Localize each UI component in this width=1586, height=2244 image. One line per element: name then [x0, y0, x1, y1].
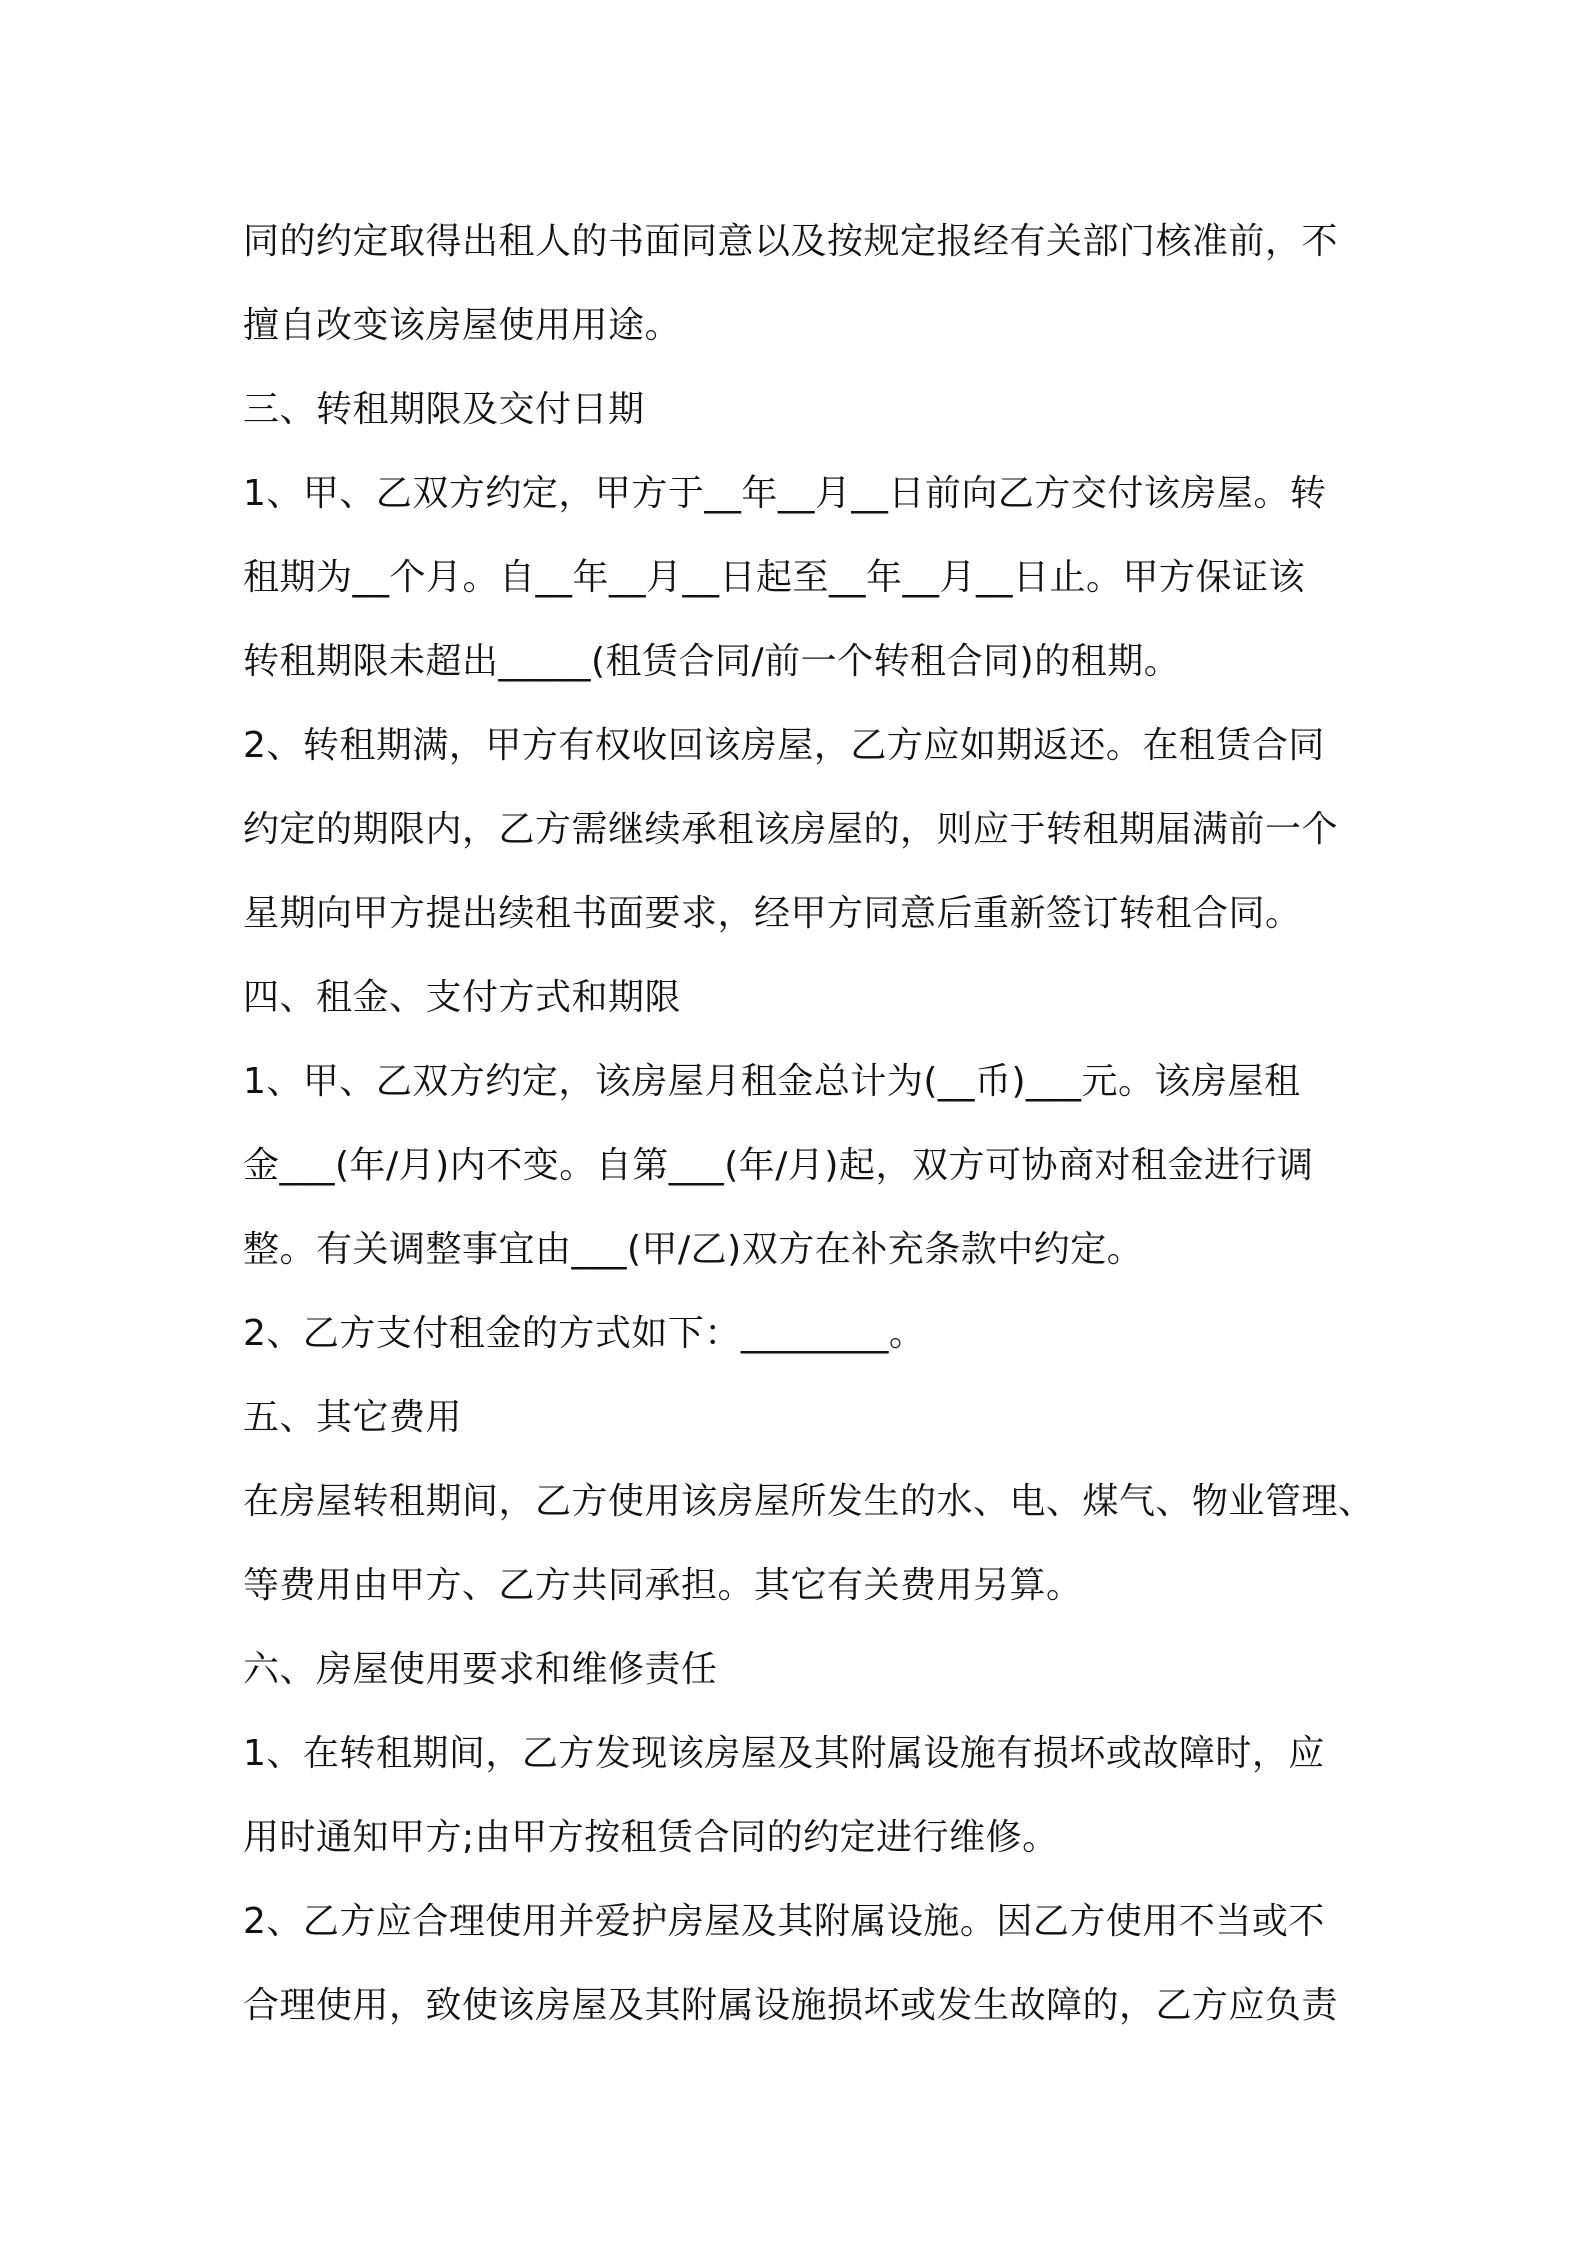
document-body — [243, 200, 1375, 2048]
text-line: 约定的期限内，乙方需继续承租该房屋的，则应于转租期届满前一个 — [243, 809, 1339, 850]
text-line: 同的约定取得出租人的书面同意以及按规定报经有关部门核准前，不 — [243, 221, 1339, 262]
text-line: 2、乙方应合理使用并爱护房屋及其附属设施。因乙方使用不当或不 — [243, 1901, 1325, 1942]
text-line: 2、转租期满，甲方有权收回该房屋，乙方应如期返还。在租赁合同 — [243, 725, 1325, 766]
text-line: 星期向甲方提出续租书面要求，经甲方同意后重新签订转租合同。 — [243, 893, 1302, 934]
text-line: 租期为__个月。自__年__月__日起至__年__月__日止。甲方保证该 — [243, 557, 1306, 598]
text-line: 擅自改变该房屋使用用途。 — [243, 305, 682, 346]
text-line: 整。有关调整事宜由___(甲/乙)双方在补充条款中约定。 — [243, 1229, 1144, 1270]
text-line: 金___(年/月)内不变。自第___(年/月)起，双方可协商对租金进行调 — [243, 1145, 1314, 1186]
section-heading-5: 五、其它费用 — [243, 1397, 463, 1438]
text-line: 2、乙方支付租金的方式如下：________。 — [243, 1313, 926, 1354]
section-heading-4: 四、租金、支付方式和期限 — [243, 977, 682, 1018]
text-line: 1、甲、乙双方约定，该房屋月租金总计为(__币)___元。该房屋租 — [243, 1061, 1301, 1102]
text-line: 用时通知甲方;由甲方按租赁合同的约定进行维修。 — [243, 1817, 1059, 1858]
section-heading-6: 六、房屋使用要求和维修责任 — [243, 1649, 718, 1690]
text-line: 转租期限未超出_____(租赁合同/前一个转租合同)的租期。 — [243, 641, 1181, 682]
text-line: 1、甲、乙双方约定，甲方于__年__月__日前向乙方交付该房屋。转 — [243, 473, 1327, 514]
text-line: 在房屋转租期间，乙方使用该房屋所发生的水、电、煤气、物业管理、 — [243, 1481, 1375, 1522]
section-heading-3: 三、转租期限及交付日期 — [243, 389, 645, 430]
text-line: 1、在转租期间，乙方发现该房屋及其附属设施有损坏或故障时，应 — [243, 1733, 1325, 1774]
text-line: 合理使用，致使该房屋及其附属设施损坏或发生故障的，乙方应负责 — [243, 1985, 1339, 2026]
text-line: 等费用由甲方、乙方共同承担。其它有关费用另算。 — [243, 1565, 1083, 1606]
